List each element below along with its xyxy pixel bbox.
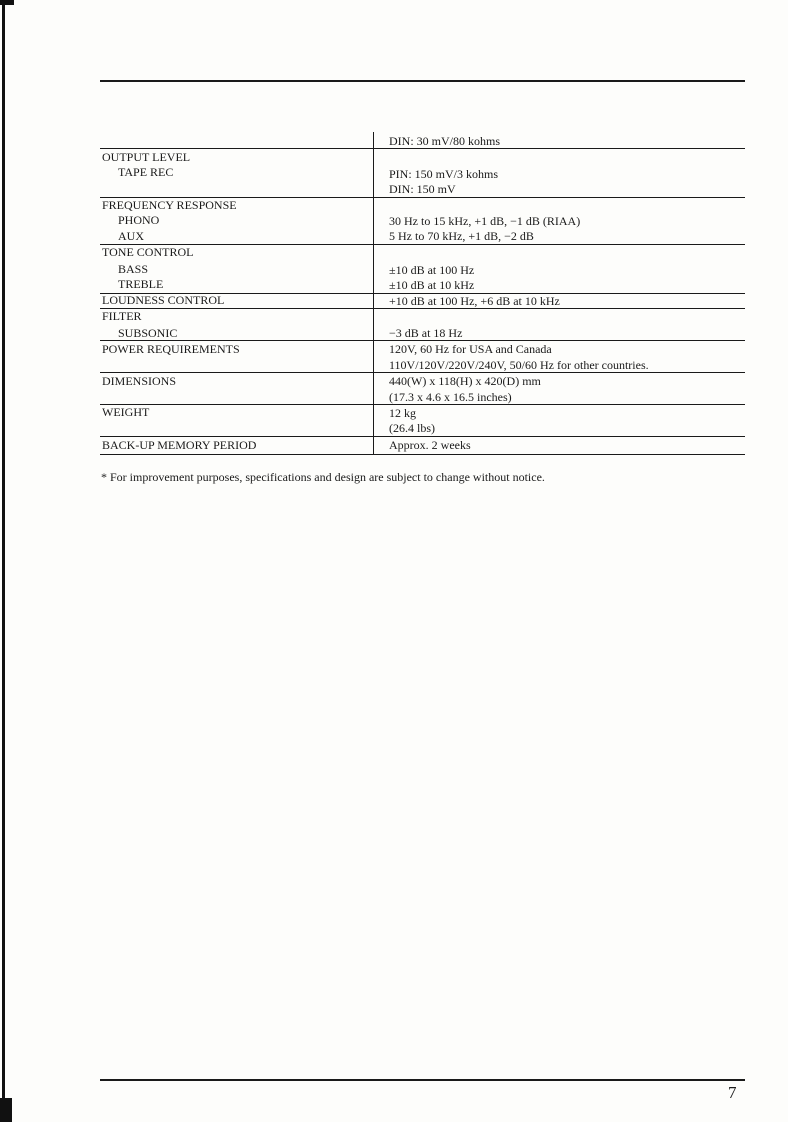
- spec-sublabel: SUBSONIC: [118, 326, 178, 340]
- row-separator: [100, 148, 745, 149]
- row-separator: [100, 404, 745, 405]
- spec-value: 12 kg: [389, 406, 416, 420]
- page-number: 7: [728, 1083, 737, 1102]
- spec-label: FREQUENCY RESPONSE: [102, 198, 237, 212]
- spec-value: −3 dB at 18 Hz: [389, 326, 463, 340]
- spec-value: 440(W) x 118(H) x 420(D) mm: [389, 374, 541, 388]
- spec-label: POWER REQUIREMENTS: [102, 342, 240, 356]
- spec-sublabel: AUX: [118, 229, 144, 243]
- spec-label: DIMENSIONS: [102, 374, 177, 388]
- row-separator: [100, 340, 745, 341]
- row-separator: [100, 308, 745, 309]
- scan-bottom-mark: [0, 1098, 12, 1122]
- spec-value: DIN: 150 mV: [389, 182, 456, 196]
- spec-value: PIN: 150 mV/3 kohms: [389, 167, 499, 181]
- spec-label: TONE CONTROL: [102, 245, 194, 259]
- spec-value: 30 Hz to 15 kHz, +1 dB, −1 dB (RIAA): [389, 214, 581, 228]
- spec-value: ±10 dB at 10 kHz: [389, 278, 475, 292]
- footnote: * For improvement purposes, specifications and design are subject to change without notice.: [101, 470, 545, 484]
- spec-value: (17.3 x 4.6 x 16.5 inches): [389, 390, 512, 404]
- header-rule: [100, 80, 745, 82]
- scan-left-edge: [2, 0, 5, 1122]
- spec-value: 5 Hz to 70 kHz, +1 dB, −2 dB: [389, 229, 534, 243]
- spec-label: OUTPUT LEVEL: [102, 150, 191, 164]
- spec-sublabel: TAPE REC: [118, 165, 174, 179]
- spec-sublabel: BASS: [118, 262, 149, 276]
- spec-sublabel: PHONO: [118, 213, 160, 227]
- spec-value: 110V/120V/220V/240V, 50/60 Hz for other countries.: [389, 358, 649, 372]
- spec-label: FILTER: [102, 309, 142, 323]
- scan-corner-mark: [0, 0, 14, 5]
- spec-value: (26.4 lbs): [389, 421, 435, 435]
- spec-label: WEIGHT: [102, 405, 150, 419]
- row-separator: [100, 436, 745, 437]
- spec-sublabel: TREBLE: [118, 277, 164, 291]
- spec-value: Approx. 2 weeks: [389, 438, 471, 452]
- row-separator: [100, 244, 745, 245]
- spec-value: +10 dB at 100 Hz, +6 dB at 10 kHz: [389, 294, 560, 308]
- footer-rule: [100, 1079, 745, 1081]
- spec-label: BACK-UP MEMORY PERIOD: [102, 438, 257, 452]
- spec-value: 120V, 60 Hz for USA and Canada: [389, 342, 552, 356]
- row-separator: [100, 454, 745, 455]
- spec-value: ±10 dB at 100 Hz: [389, 263, 475, 277]
- spec-label: LOUDNESS CONTROL: [102, 293, 225, 307]
- spec-value: DIN: 30 mV/80 kohms: [389, 134, 500, 148]
- row-separator: [100, 372, 745, 373]
